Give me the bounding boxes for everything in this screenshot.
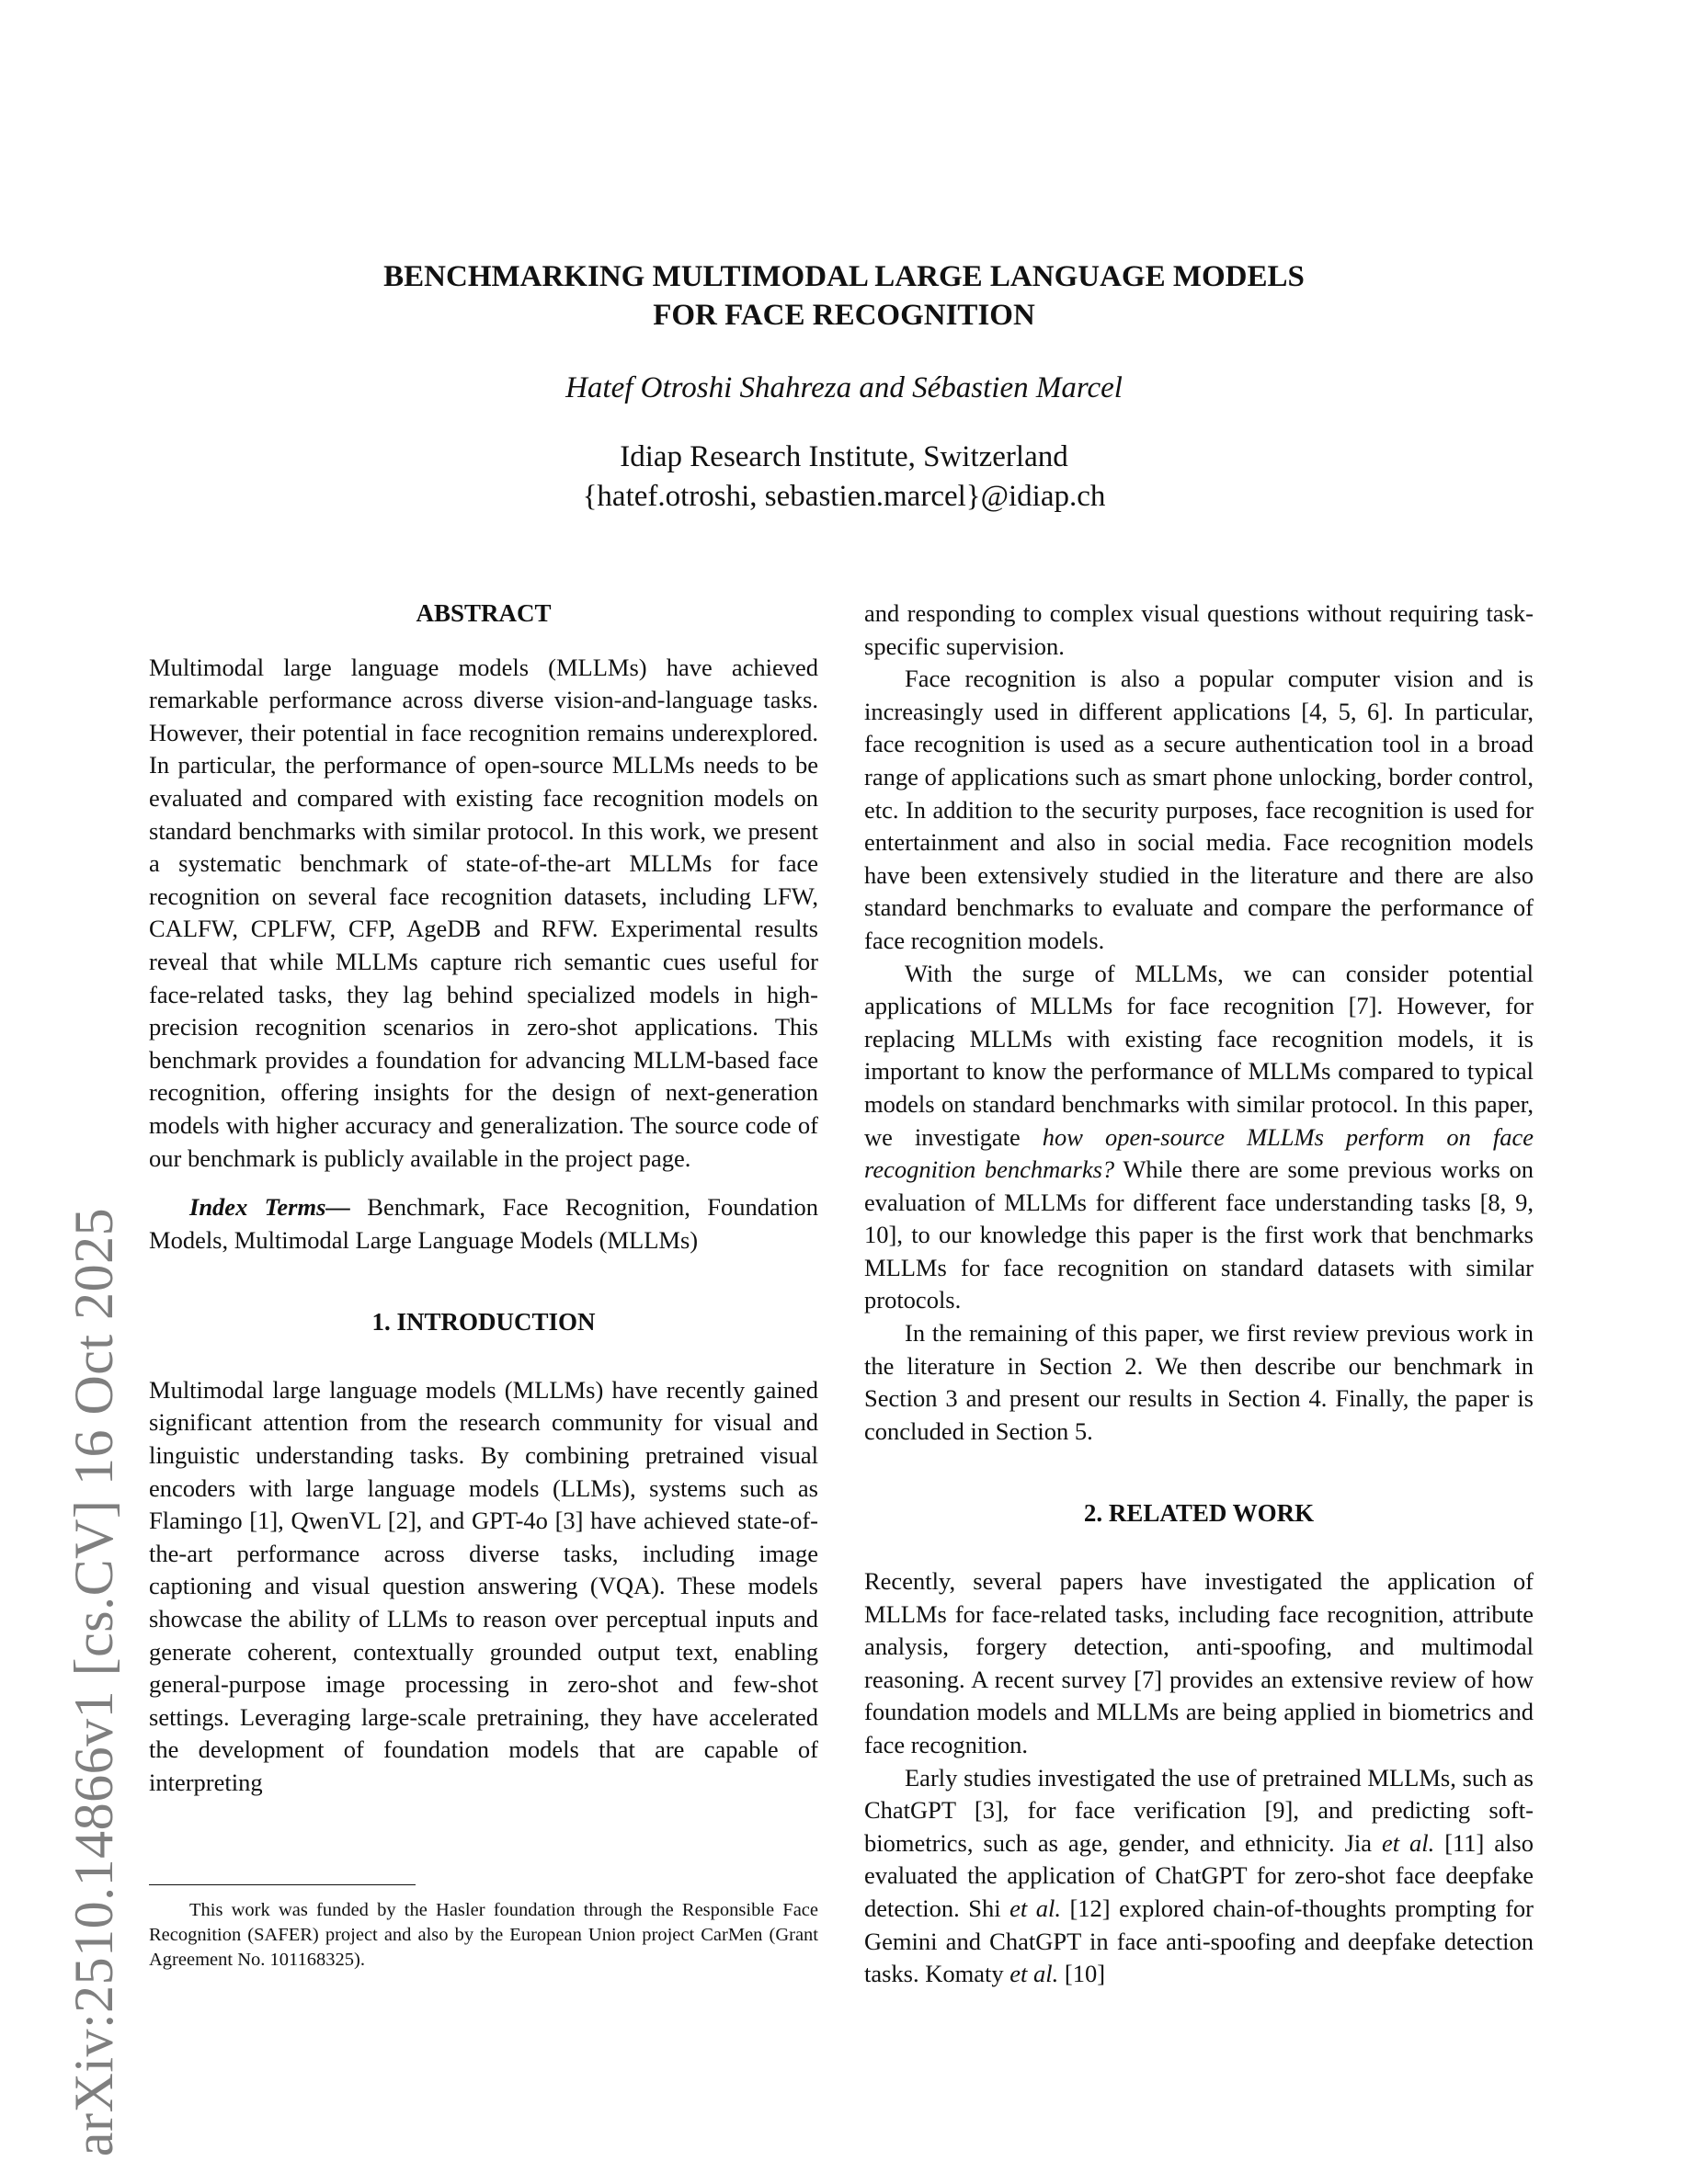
- related-p2-part-4: [10]: [1058, 1960, 1106, 1988]
- index-terms-text: Benchmark, Face Recognition, Foundation Models, Multimodal Large Language Models (MLLMs): [149, 1193, 818, 1254]
- paper-authors: Hatef Otroshi Shahreza and Sébastien Marcel: [565, 371, 1123, 404]
- intro-paragraph-4: In the remaining of this paper, we first review previous work in the literature in Section 2. We then describe our benchmark in Section 3 and present our results in Section 4. Finally, the paper is concluded in Section 5.: [864, 1319, 1534, 1445]
- intro-paragraph-1-continued: and responding to complex visual questions without requiring task-specific supervision.: [864, 599, 1534, 660]
- intro-paragraph-2: Face recognition is also a popular computer vision and is increasingly used in different applications [4, 5, 6]. In particular, face recognition is used as a secure authentication tool in a broad range of applications such as smart phone unlocking, border control, etc. In addition to the security purposes, face recognition is used for entertainment and also in social media. Face recognition models have been extensively studied in the literature and there are also standard benchmarks to evaluate and compare the performance of face recognition models.: [864, 665, 1534, 954]
- abstract-text: Multimodal large language models (MLLMs) have achieved remarkable performance across diverse vision-and-language tasks. However, their potential in face recognition remains underexplored. In particular, the performance of open-source MLLMs needs to be evaluated and compared with existing face recognition models on standard benchmarks with similar protocol. In this work, we present a systematic benchmark of state-of-the-art MLLMs for face recognition on several face recognition datasets, including LFW, CALFW, CPLFW, CFP, AgeDB and RFW. Experimental results reveal that while MLLMs capture rich semantic cues useful for face-related tasks, they lag behind specialized models in high-precision recognition scenarios in zero-shot applications. This benchmark provides a foundation for advancing MLLM-based face recognition, offering insights for the design of next-generation models with higher accuracy and generalization. The source code of our benchmark is publicly available in the project page.: [149, 653, 818, 1172]
- related-p2-part-1: Early studies investigated the use of pretrained MLLMs, such as ChatGPT [3], for face verification [9], and predicting soft-biometrics, such as age, gender, and ethnicity. Jia: [864, 1763, 1534, 1857]
- abstract-heading: ABSTRACT: [416, 599, 552, 627]
- intro-paragraph-1: Multimodal large language models (MLLMs) have recently gained significant attention from the research community for visual and linguistic understanding tasks. By combining pretrained visual encoders with large language models (LLMs), systems such as Flamingo [1], QwenVL [2], and GPT-4o [3] have achieved state-of-the-art performance across diverse tasks, including image captioning and visual question answering (VQA). These models showcase the ability of LLMs to reason over perceptual inputs and generate coherent, contextually grounded output text, enabling general-purpose image processing in zero-shot and few-shot settings. Leveraging large-scale pretraining, they have accelerated the development of foundation models that are capable of interpreting: [149, 1375, 818, 1796]
- footnote-text: This work was funded by the Hasler foundation through the Responsible Face Recognition (SAFER) project and also by the European Union project CarMen (Grant Agreement No. 101168325).: [149, 1900, 818, 1970]
- left-column: [149, 597, 818, 1800]
- title-line-1: BENCHMARKING MULTIMODAL LARGE LANGUAGE MODELS: [383, 260, 1305, 293]
- right-column: [864, 597, 1534, 1991]
- footnote-divider: [149, 1884, 416, 1885]
- funding-footnote: [149, 1884, 818, 1973]
- et-al-2: et al.: [1009, 1894, 1061, 1922]
- affiliation: Idiap Research Institute, Switzerland: [620, 440, 1068, 473]
- intro-paragraph-3: [864, 958, 1534, 1318]
- introduction-heading: 1. INTRODUCTION: [371, 1308, 596, 1337]
- intro-p3-part-1: With the surge of MLLMs, we can consider potential applications of MLLMs for face recognition [7]. However, for replacing MLLMs with existing face recognition models, it is important to know the performance of MLLMs compared to typical models on standard benchmarks with similar protocol. In this paper, we investigate: [864, 959, 1534, 1151]
- author-emails: {hatef.otroshi, sebastien.marcel}@idiap.ch: [582, 480, 1106, 513]
- et-al-3: et al.: [1009, 1960, 1059, 1988]
- related-work-heading: 2. RELATED WORK: [1083, 1499, 1315, 1528]
- paper-header: [0, 257, 1688, 517]
- paper-affiliation-block: [0, 438, 1688, 517]
- intro-p3-part-2: While there are some previous works on evaluation of MLLMs for different face understanding tasks [8, 9, 10], to our knowledge this paper is the first work that benchmarks MLLMs for face recognition on standard datasets with similar protocols.: [864, 1155, 1534, 1314]
- title-line-2: FOR FACE RECOGNITION: [653, 299, 1035, 332]
- related-p2-part-3: [12] explored chain-of-thoughts prompting for Gemini and ChatGPT in face anti-spoofing and deepfake detection tasks. Komaty: [864, 1894, 1534, 1988]
- research-question: how open-source MLLMs perform on face recognition benchmarks?: [864, 1122, 1534, 1184]
- related-paragraph-2: [864, 1762, 1534, 1991]
- arxiv-identifier-stamp: arXiv:2510.14866v1 [cs.CV] 16 Oct 2025: [63, 1207, 124, 2157]
- index-terms-label: Index Terms—: [189, 1193, 350, 1222]
- index-terms: [149, 1191, 818, 1257]
- et-al-1: et al.: [1381, 1828, 1435, 1857]
- related-p2-part-2: [11] also evaluated the application of ChatGPT for zero-shot face deepfake detection. Shi: [864, 1828, 1534, 1922]
- related-paragraph-1: Recently, several papers have investigated the application of MLLMs for face-related tasks, including face recognition, attribute analysis, forgery detection, anti-spoofing, and multimodal reasoning. A recent survey [7] provides an extensive review of how foundation models and MLLMs are being applied in biometrics and face recognition.: [864, 1567, 1534, 1758]
- paper-title: [0, 257, 1688, 335]
